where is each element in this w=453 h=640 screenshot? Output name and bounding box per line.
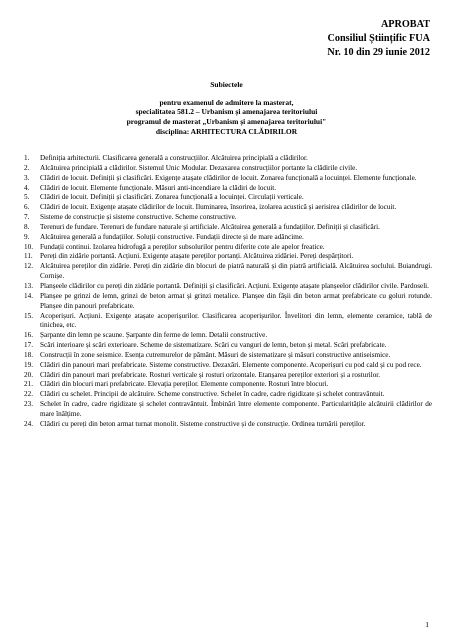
heading-line-5: disciplina: ARHITECTURA CLĂDIRILOR [155, 126, 298, 136]
list-item [24, 400, 432, 420]
item-text: Clădiri din panouri mari prefabricate. Sisteme constructive. Dezaxări. Elemente componente. Acoperișuri cu pod cald și cu pod rece. [40, 360, 422, 369]
item-text: Alcătuirea pereților din zidărie. Pereți din zidărie din blocuri de piatră naturală și din piatră artificială. Alcătuirea soclului. Buiandrugi. Cornișe. [40, 262, 432, 281]
heading-line-3: specialitatea 581.2 – Urbanism și amenajarea teritoriului [135, 107, 318, 117]
item-text: Terenuri de fundare. Terenuri de fundare naturale și artificiale. Alcătuirea generală a fundațiilor. Definiții și clasificări. [40, 222, 380, 231]
item-text: Sisteme de construcție și sisteme constructive. Scheme constructive. [40, 213, 237, 222]
item-number: 4. [24, 183, 30, 192]
item-text: Pereți din zidărie portantă. Acțiuni. Exigențe atașate pereților portanți. Alcătuirea zidăriei. Pereți despărțitori. [40, 252, 354, 261]
item-text: Clădiri de locuit. Definiții și clasificări. Zonarea funcțională a locuinței. Circulații verticale. [40, 193, 304, 202]
item-number: 18. [24, 350, 33, 359]
item-number: 13. [24, 281, 33, 290]
item-number: 16. [24, 331, 33, 340]
approval-line-2: Consiliul Științific FUA [327, 32, 430, 44]
list-item [24, 213, 432, 223]
item-number: 11. [24, 252, 33, 261]
item-number: 22. [24, 390, 33, 399]
heading-title: Subiectele [210, 80, 243, 89]
heading-line-4: programul de masterat „Urbanism și amenajarea teritoriului" [126, 117, 327, 127]
item-number: 7. [24, 213, 30, 222]
item-number: 14. [24, 291, 33, 300]
item-number: 10. [24, 242, 33, 251]
item-text: Acoperișuri. Acțiuni. Exigențe atașate acoperișurilor. Clasificarea acoperișurilor. Învelitori din lemn, elemente ceramice, tablă de tinichea, etc. [40, 311, 432, 330]
item-number: 23. [24, 400, 33, 409]
item-text: Clădiri de locuit. Definiții și clasificări. Exigențe atașate clădirilor de locuit. Zonarea funcțională a locuinței. Elemente funcționale. [40, 173, 417, 182]
item-text: Planșeele clădirilor cu pereți din zidărie portantă. Definiții și clasificări. Acțiuni. Exigențe atașate planșeelor clădirilor civile. Pardoseli. [40, 281, 429, 290]
approval-block [327, 18, 430, 59]
list-item [24, 420, 432, 430]
item-text: Clădiri cu pereți din beton armat turnat monolit. Sisteme constructive și de construcție. Ordinea turnării pereților. [40, 419, 366, 428]
list-item [24, 361, 432, 371]
item-text: Scări interioare și scări exterioare. Scheme de sistematizare. Scări cu vanguri de lemn, beton și metal. Scări prefabricate. [40, 341, 387, 350]
list-item [24, 164, 432, 174]
item-number: 17. [24, 341, 33, 350]
item-text: Construcții în zone seismice. Esența cutremurelor de pământ. Măsuri de sistematizare și măsuri constructive antiseismice. [40, 350, 391, 359]
list-item [24, 390, 432, 400]
item-text: Fundații continui. Izolarea hidrofugă a pereților subsolurilor pentru diferite cote ale apelor freatice. [40, 242, 325, 251]
approval-line-1: APROBAT [380, 19, 430, 30]
list-item [24, 312, 432, 332]
list-item [24, 331, 432, 341]
document-heading [0, 80, 453, 137]
item-text: Clădiri de locuit. Exigențe atașate clădirilor de locuit. Iluminarea, însorirea, izolarea acustică și aerisirea clădirilor de locuit. [40, 203, 397, 212]
item-number: 5. [24, 193, 30, 202]
item-number: 21. [24, 380, 33, 389]
item-text: Clădiri cu schelet. Principii de alcătuire. Scheme constructive. Schelet în cadre, cadre rigidizate și schelet contravântuit. [40, 390, 385, 399]
item-text: Alcătuirea generală a fundațiilor. Soluții constructive. Fundații directe și de mare adâncime. [40, 232, 304, 241]
list-item [24, 154, 432, 164]
item-number: 8. [24, 222, 30, 231]
list-item [24, 371, 432, 381]
heading-line-2: pentru examenul de admitere la masterat, [159, 97, 294, 107]
item-text: Clădiri de locuit. Elemente funcționale. Măsuri anti-incendiare la clădiri de locuit. [40, 183, 277, 192]
list-item [24, 252, 432, 262]
item-text: Definiția arhitecturii. Clasificarea generală a construcțiilor. Alcătuirea principială a clădirilor. [40, 154, 308, 162]
list-item [24, 203, 432, 213]
list-item [24, 193, 432, 203]
item-number: 1. [24, 154, 30, 162]
list-item [24, 243, 432, 253]
item-number: 20. [24, 370, 33, 379]
list-item [24, 184, 432, 194]
item-text: Planșee pe grinzi de lemn, grinzi de beton armat și grinzi metalice. Planșee din fâșii din beton armat prefabricate cu goluri rotunde. Planșee din panouri prefabricate. [40, 291, 432, 310]
page-number: 1 [425, 620, 429, 629]
list-item [24, 262, 432, 282]
item-number: 6. [24, 203, 30, 212]
list-item [24, 233, 432, 243]
list-item [24, 380, 432, 390]
item-number: 9. [24, 232, 30, 241]
list-item [24, 341, 432, 351]
item-number: 24. [24, 419, 33, 428]
approval-line-3: Nr. 10 din 29 iunie 2012 [327, 46, 430, 58]
item-number: 15. [24, 311, 33, 320]
item-number: 19. [24, 360, 33, 369]
item-number: 3. [24, 173, 30, 182]
item-text: Clădiri din panouri mari prefabricate. Rosturi verticale și rosturi orizontale. Etanșarea pereților exteriori și a rosturilor. [40, 370, 381, 379]
item-text: Șarpante din lemn pe scaune. Șarpante din ferme de lemn. Detalii constructive. [40, 331, 268, 340]
item-text: Schelet în cadre, cadre rigidizate și schelet contravântuit. Îmbinări între elemente componente. Particularitățile alcătuirii clădirilor de mare înălțime. [40, 400, 432, 418]
item-text: Alcătuirea principială a clădirilor. Sistemul Unic Modular. Dezaxarea construcțiilor portante la clădirile civile. [40, 163, 358, 172]
item-number: 12. [24, 262, 33, 271]
list-item [24, 174, 432, 184]
list-item [24, 292, 432, 312]
item-number: 2. [24, 163, 30, 172]
list-item [24, 351, 432, 361]
list-item [24, 223, 432, 233]
list-item [24, 282, 432, 292]
item-text: Clădiri din blocuri mari prefabricate. Elevația pereților. Elemente componente. Rosturi între blocuri. [40, 380, 329, 389]
subjects-list [24, 154, 432, 430]
